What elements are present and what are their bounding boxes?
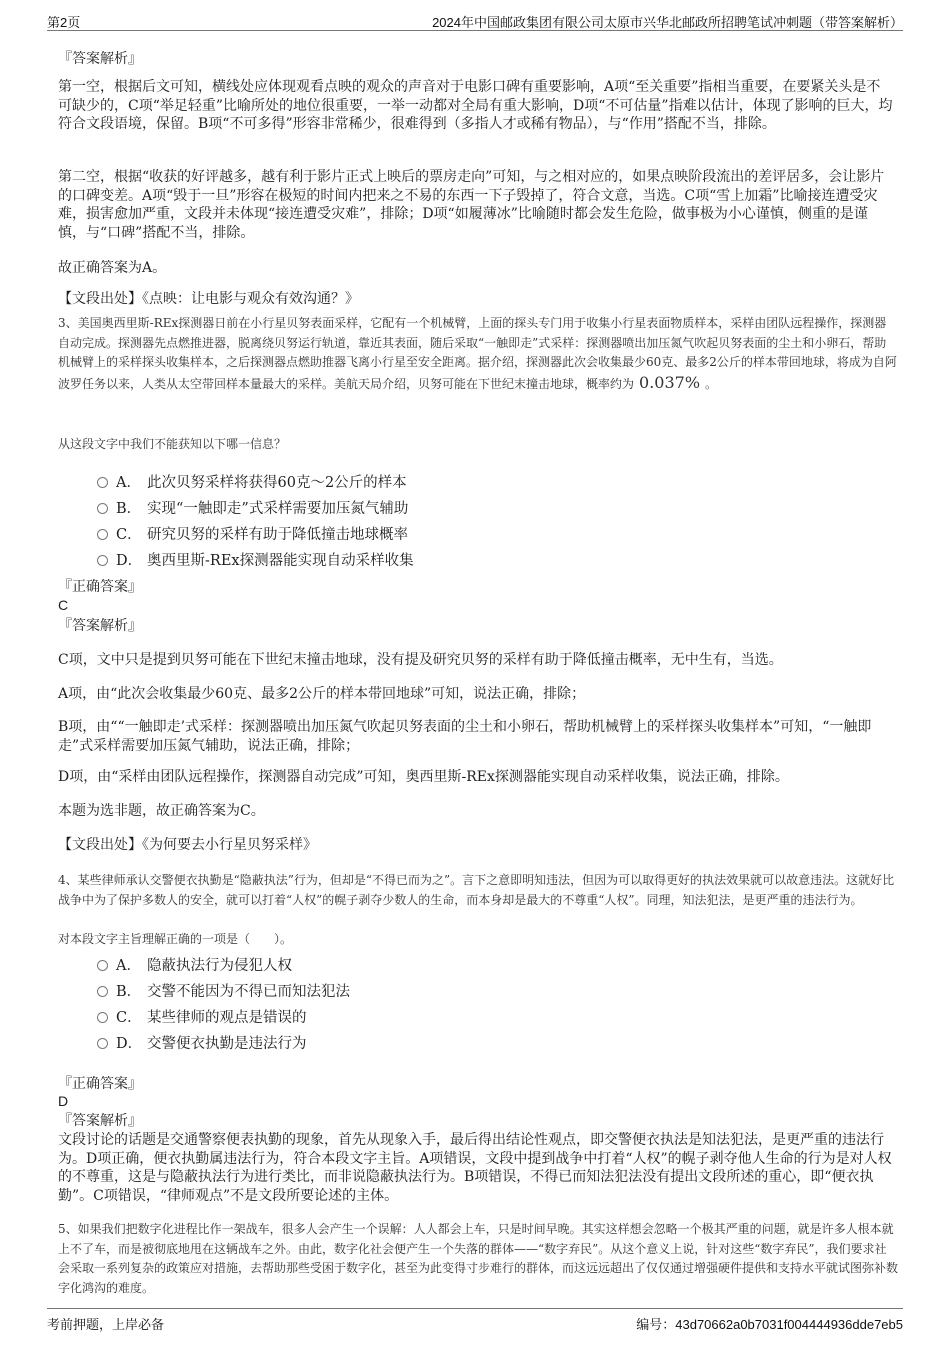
q3-stem-end: 。: [705, 376, 718, 391]
q2-analysis-label: 『答案解析』: [58, 51, 142, 67]
q4-option-d[interactable]: D． 交警便衣执勤是违法行为: [97, 1032, 307, 1053]
q3-analysis-a: A项，由“此次会收集最少60克、最多2公斤的样本带回地球”可知，说法正确，排除；: [58, 686, 586, 702]
q4-option-a[interactable]: A． 隐蔽执法行为侵犯人权: [97, 954, 292, 975]
document-code: 编号：43d70662a0b7031f004444936dde7eb5: [636, 1317, 903, 1332]
q4-answer-label: 『正确答案』: [58, 1076, 142, 1092]
q2-analysis-para2: 第二空，根据“收获的好评越多，越有利于影片正式上映后的票房走向”可知，与之相对应的，如果点映阶段流出的差评居多，会让影片的口碑变差。A项“毁于一旦”形容在极短的时间内把来之不易的东西一下子毁掉了，符合文意，当选。C项“雪上加霜”比喻接连遭受灾难，损害愈加严重，文段并未体现“接连遭受灾难”，排除；D项“如履薄冰”比喻随时都会发生危险，做事极为小心谨慎，侧重的是谨慎，与“口碑”搭配不当，排除。: [58, 169, 885, 241]
q4-analysis: 文段讨论的话题是交通警察便表执勤的现象，首先从现象入手，最后得出结论性观点，即交警便衣执法是知法犯法，是更严重的违法行为。D项正确，便衣执勤属违法行为，符合本段文字主旨。A项错误，文段中提到战争中打着“人权”的幌子剥夺他人生命的行为是对人权的不尊重，这是与隐蔽执法行为进行类比，而非说隐蔽执法行为。B项错误，不得已而知法犯法没有提出文段所述的重心，即“便衣执勤”。C项错误，“律师观点”不是文段所要论述的主体。: [58, 1132, 892, 1204]
q3-option-c[interactable]: C． 研究贝努的采样有助于降低撞击地球概率: [97, 523, 408, 544]
radio-icon[interactable]: [97, 555, 108, 566]
q3-analysis-c: C项，文中只是提到贝努可能在下世纪末撞击地球，没有提及研究贝努的采样有助于降低撞击概率，无中生有，当选。: [58, 652, 783, 668]
radio-icon[interactable]: [97, 1038, 108, 1049]
q3-option-b[interactable]: B． 实现“一触即走”式采样需要加压氮气辅助: [97, 497, 408, 518]
radio-icon[interactable]: [97, 503, 108, 514]
q3-answer: C: [58, 597, 69, 613]
q4-question: 对本段文字主旨理解正确的一项是（ ）。: [58, 932, 293, 946]
q4-stem: 4、某些律师承认交警便衣执勤是“隐蔽执法”行为，但却是“不得已而为之”。言下之意即明知违法，但因为可以取得更好的执法效果就可以故意违法。这就好比战争中为了保护多数人的安全，就可以打着“人权”的幌子剥夺少数人的生命，而本身却是最大的不尊重“人权”。同理，知法犯法，是更严重的违法行为。: [58, 873, 895, 907]
radio-icon[interactable]: [97, 529, 108, 540]
q3-question: 从这段文字中我们不能获知以下哪一信息？: [58, 437, 287, 451]
page-number: 第2页: [47, 15, 81, 30]
radio-icon[interactable]: [97, 1012, 108, 1023]
q3-stem-text: 3、美国奥西里斯-REx探测器日前在小行星贝努表面采样，它配有一个机械臂，上面的探头专门用于收集小行星表面物质样本，采样由团队远程操作，探测器自动完成。探测器先点燃推进器，脱离绕贝努运行轨道，靠近其表面，随后采取“一触即走”式采样：探测器喷出加压氮气吹起贝努表面的尘土和小卵石，帮助机械臂上的采样探头收集样本，之后探测器点燃助推器飞离小行星至安全距离。据介绍，探测器此次会收集最少60克、最多2公斤的样本带回地球，将成为自阿波罗任务以来，人类从太空带回样本量最大的采样。美航天局介绍，贝努可能在下世纪末撞击地球，概率约为: [58, 316, 897, 391]
radio-icon[interactable]: [97, 960, 108, 971]
q4-analysis-label: 『答案解析』: [58, 1113, 142, 1129]
page-header: [47, 8, 903, 31]
q3-analysis-d: D项，由“采样由团队远程操作，探测器自动完成”可知，奥西里斯-REx探测器能实现自动采样收集，说法正确，排除。: [58, 769, 789, 785]
q2-conclusion: 故正确答案为A。: [58, 260, 167, 276]
q3-option-d[interactable]: D． 奥西里斯-REx探测器能实现自动采样收集: [97, 549, 414, 570]
q3-analysis-b: B项，由““一触即走’式采样：探测器喷出加压氮气吹起贝努表面的尘土和小卵石，帮助机械臂上的采样探头收集样本”可知，“一触即走”式采样需要加压氮气辅助，说法正确，排除；: [58, 719, 872, 754]
page-footer: [47, 1308, 903, 1331]
q3-probability: 0.037%: [639, 372, 701, 392]
q3-conclusion: 本题为选非题，故正确答案为C。: [58, 803, 265, 819]
q4-option-c[interactable]: C． 某些律师的观点是错误的: [97, 1006, 307, 1027]
q4-answer: D: [58, 1093, 69, 1109]
q3-option-a[interactable]: A． 此次贝努采样将获得60克～2公斤的样本: [97, 471, 407, 492]
q5-stem: 5、如果我们把数字化进程比作一架战车，很多人会产生一个误解：人人都会上车，只是时间早晚。其实这样想会忽略一个极其严重的问题，就是许多人根本就上不了车，而是被彻底地甩在这辆战车之外。由此，数字化社会便产生一个失落的群体——“数字弃民”。从这个意义上说，针对这些“数字弃民”，我们要求社会采取一系列复杂的政策应对措施，去帮助那些受困于数字化，甚至为此变得寸步难行的群体，而这远远超出了仅仅通过增强硬件提供和支持水平就试图弥补数字化鸿沟的难度。: [58, 1222, 899, 1295]
q4-option-b[interactable]: B． 交警不能因为不得已而知法犯法: [97, 980, 350, 1001]
document-title: 2024年中国邮政集团有限公司太原市兴华北邮政所招聘笔试冲刺题（带答案解析）: [432, 15, 903, 30]
q2-analysis-para1: 第一空，根据后文可知，横线处应体现观看点映的观众的声音对于电影口碑有重要影响，A项“至关重要”指相当重要，在要紧关头是不可缺少的，C项“举足轻重”比喻所处的地位很重要，一举一动都对全局有重大影响，D项“不可估量”指难以估计，体现了影响的巨大，均符合文段语境，保留。B项“不可多得”形容非常稀少，很难得到（多指人才或稀有物品），与“作用”搭配不当，排除。: [58, 79, 893, 132]
q3-answer-label: 『正确答案』: [58, 579, 142, 595]
radio-icon[interactable]: [97, 986, 108, 997]
radio-icon[interactable]: [97, 477, 108, 488]
q3-analysis-label: 『答案解析』: [58, 618, 142, 634]
q2-source: 【文段出处】《点映：让电影与观众有效沟通？》: [58, 291, 359, 307]
q3-source: 【文段出处】《为何要去小行星贝努采样》: [58, 837, 317, 853]
footer-slogan: 考前押题，上岸必备: [47, 1317, 165, 1332]
q3-stem: [58, 314, 898, 394]
